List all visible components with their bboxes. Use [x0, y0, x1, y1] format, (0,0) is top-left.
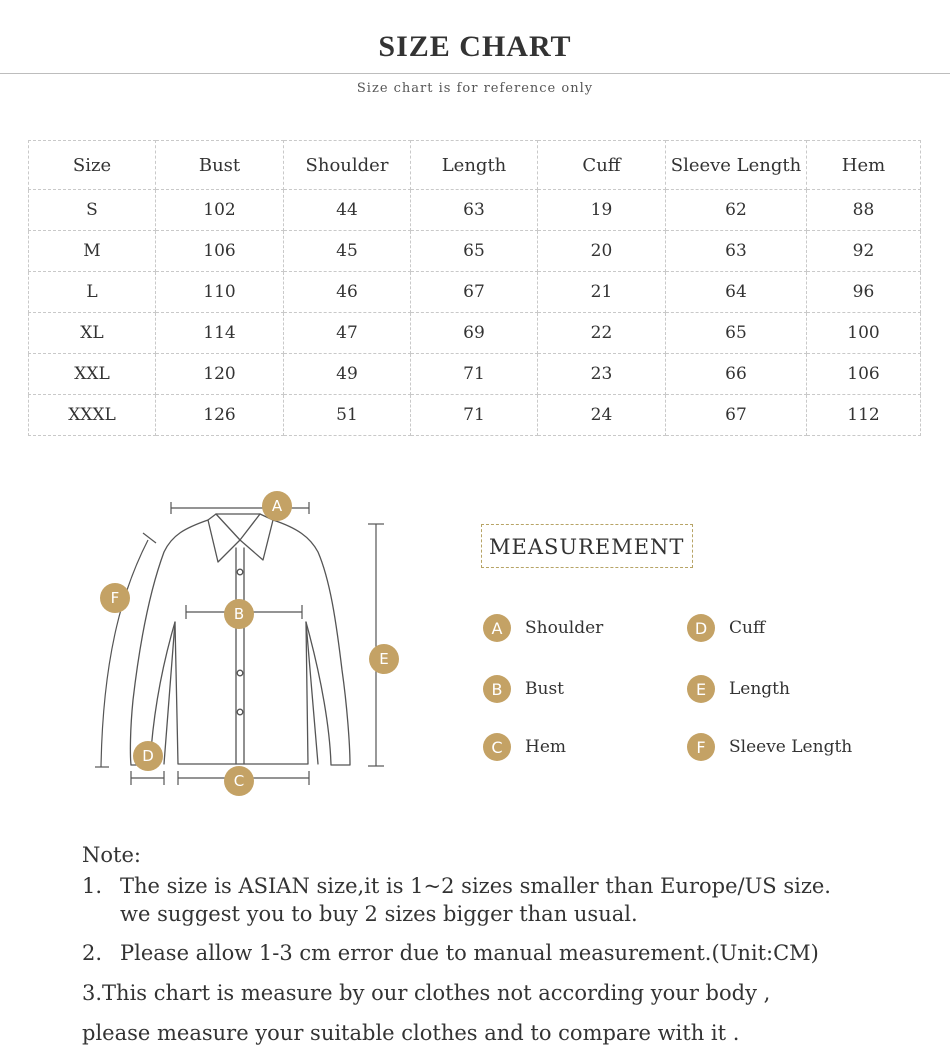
note-text: The size is ASIAN size,it is 1~2 sizes smaller than Europe/US size.	[120, 874, 831, 898]
legend-item-cuff	[687, 613, 765, 643]
measurement-title-box	[481, 524, 693, 568]
table-cell: M	[29, 231, 156, 272]
table-row	[29, 313, 921, 354]
table-cell: L	[29, 272, 156, 313]
legend-badge: D	[687, 614, 715, 642]
notes-title: Note:	[82, 843, 141, 867]
legend-item-shoulder	[483, 613, 603, 643]
note-number: 1.	[82, 874, 103, 898]
legend-badge: F	[687, 733, 715, 761]
legend-label: Cuff	[729, 618, 766, 638]
column-header-cuff: Cuff	[538, 141, 666, 190]
table-cell: 106	[807, 354, 921, 395]
table-cell: 67	[411, 272, 538, 313]
note-3-line-2: please measure your suitable clothes and to compare with it .	[82, 1021, 740, 1045]
note-1-line-2: we suggest you to buy 2 sizes bigger than usual.	[120, 902, 638, 926]
table-cell: XXXL	[29, 395, 156, 436]
legend-item-bust	[483, 674, 564, 704]
table-cell: 114	[156, 313, 284, 354]
measurement-title: MEASUREMENT	[489, 535, 685, 559]
table-row	[29, 231, 921, 272]
table-cell: 23	[538, 354, 666, 395]
table-cell: S	[29, 190, 156, 231]
table-cell: 69	[411, 313, 538, 354]
table-cell: 47	[284, 313, 411, 354]
legend-item-hem	[483, 732, 566, 762]
svg-text:D: D	[142, 747, 154, 765]
table-header-row	[29, 141, 921, 190]
table-cell: 20	[538, 231, 666, 272]
table-cell: 21	[538, 272, 666, 313]
table-cell: XXL	[29, 354, 156, 395]
shirt-collar	[208, 514, 273, 562]
table-cell: 24	[538, 395, 666, 436]
column-header-length: Length	[411, 141, 538, 190]
note-number: 2.	[82, 941, 103, 965]
shirt-button	[237, 670, 243, 676]
svg-text:A: A	[271, 497, 283, 515]
legend-badge: A	[483, 614, 511, 642]
marker-e	[369, 644, 399, 674]
table-cell: 65	[411, 231, 538, 272]
title-divider	[0, 73, 950, 74]
svg-text:F: F	[110, 589, 120, 607]
table-cell: 64	[666, 272, 807, 313]
table-cell: 106	[156, 231, 284, 272]
table-cell: 51	[284, 395, 411, 436]
table-cell: 92	[807, 231, 921, 272]
shirt-outline	[130, 520, 350, 765]
table-cell: 71	[411, 395, 538, 436]
table-cell: 102	[156, 190, 284, 231]
table-cell: 65	[666, 313, 807, 354]
shirt-button	[237, 709, 243, 715]
table-cell: 120	[156, 354, 284, 395]
note-text: Please allow 1-3 cm error due to manual measurement.(Unit:CM)	[120, 941, 819, 965]
marker-c	[224, 766, 254, 796]
svg-text:B: B	[233, 605, 245, 623]
table-cell: 88	[807, 190, 921, 231]
page-subtitle: Size chart is for reference only	[356, 81, 594, 96]
column-header-hem: Hem	[807, 141, 921, 190]
shirt-button	[237, 569, 243, 575]
table-cell: 71	[411, 354, 538, 395]
table-cell: 22	[538, 313, 666, 354]
legend-badge: C	[483, 733, 511, 761]
table-cell: 45	[284, 231, 411, 272]
legend-badge: B	[483, 675, 511, 703]
marker-b	[224, 599, 254, 629]
column-header-shoulder: Shoulder	[284, 141, 411, 190]
table-cell: XL	[29, 313, 156, 354]
svg-text:E: E	[379, 650, 389, 668]
table-cell: 100	[807, 313, 921, 354]
table-row	[29, 395, 921, 436]
legend-badge: E	[687, 675, 715, 703]
column-header-sleeve-length: Sleeve Length	[666, 141, 807, 190]
legend-label: Bust	[525, 679, 564, 699]
table-row	[29, 354, 921, 395]
table-cell: 49	[284, 354, 411, 395]
table-cell: 96	[807, 272, 921, 313]
note-2	[82, 941, 819, 965]
note-1-line-1	[82, 874, 831, 898]
legend-label: Hem	[525, 737, 567, 757]
shirt-measurement-diagram	[0, 470, 420, 810]
table-cell: 63	[666, 231, 807, 272]
table-cell: 44	[284, 190, 411, 231]
note-3-line-1: 3.This chart is measure by our clothes not according your body ,	[82, 981, 771, 1005]
marker-f	[100, 583, 130, 613]
page-title: SIZE CHART	[378, 30, 572, 63]
marker-d	[133, 741, 163, 771]
legend-item-length	[687, 674, 790, 704]
legend-label: Shoulder	[525, 618, 604, 638]
size-table	[28, 140, 921, 436]
svg-text:C: C	[233, 772, 245, 790]
table-cell: 112	[807, 395, 921, 436]
table-cell: 46	[284, 272, 411, 313]
marker-a	[262, 491, 292, 521]
column-header-bust: Bust	[156, 141, 284, 190]
table-cell: 19	[538, 190, 666, 231]
legend-label: Sleeve Length	[729, 737, 853, 757]
table-row	[29, 272, 921, 313]
legend-item-sleeve-length	[687, 732, 852, 762]
table-cell: 63	[411, 190, 538, 231]
table-row	[29, 190, 921, 231]
column-header-size: Size	[29, 141, 156, 190]
table-cell: 62	[666, 190, 807, 231]
legend-label: Length	[729, 679, 790, 699]
table-cell: 110	[156, 272, 284, 313]
table-cell: 126	[156, 395, 284, 436]
table-cell: 67	[666, 395, 807, 436]
table-cell: 66	[666, 354, 807, 395]
